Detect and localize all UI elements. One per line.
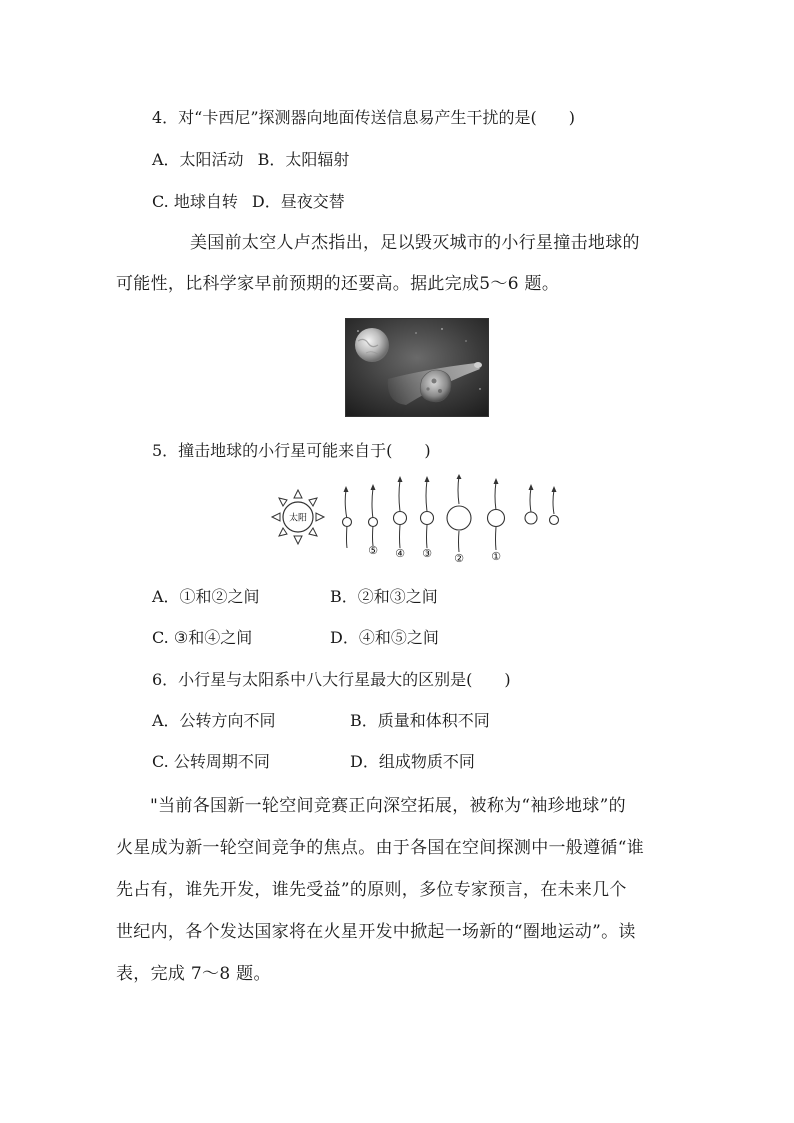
orbit-label-5: ⑤ bbox=[368, 544, 378, 557]
question-4-stem: 4．对“卡西尼”探测器向地面传送信息易产生干扰的是( ) bbox=[152, 108, 576, 127]
intro-paragraph-2-line-4: 世纪内，各个发达国家将在火星开发中掀起一场新的“圈地运动”。读 bbox=[116, 922, 636, 942]
intro-paragraph-2-line-3: 先占有，谁先开发，谁先受益”的原则，多位专家预言，在未来几个 bbox=[116, 880, 627, 900]
intro-paragraph-1-line-2: 可能性，比科学家早前预期的还要高。据此完成5～6 题。 bbox=[116, 274, 560, 294]
intro-paragraph-2-line-1: "当前各国新一轮空间竞赛正向深空拓展，被称为“袖珍地球”的 bbox=[150, 796, 626, 816]
orbit-label-4: ④ bbox=[395, 547, 405, 560]
intro-paragraph-2-line-2: 火星成为新一轮空间竞争的焦点。由于各国在空间探测中一般遵循“谁 bbox=[116, 838, 644, 858]
question-6-stem: 6．小行星与太阳系中八大行星最大的区别是( ) bbox=[152, 670, 511, 689]
planet-neptune bbox=[550, 516, 559, 525]
q5-option-c[interactable]: C. ③和④之间 bbox=[152, 628, 253, 647]
q6-option-b[interactable]: B．质量和体积不同 bbox=[350, 711, 490, 730]
q5-option-a[interactable]: A．①和②之间 bbox=[152, 587, 260, 606]
planet-uranus bbox=[525, 512, 537, 524]
planet-mars bbox=[421, 512, 434, 525]
q4-option-d[interactable]: D．昼夜交替 bbox=[251, 192, 345, 211]
q6-option-a[interactable]: A．公转方向不同 bbox=[152, 711, 276, 730]
question-6-options-row-2 bbox=[152, 752, 475, 772]
question-5-options-row-2 bbox=[152, 628, 439, 648]
question-4-options-row-1 bbox=[152, 150, 349, 170]
q6-option-c[interactable]: C. 公转周期不同 bbox=[152, 752, 270, 771]
solar-system-orbit-diagram bbox=[270, 474, 570, 570]
q5-option-b[interactable]: B．②和③之间 bbox=[330, 587, 438, 606]
asteroid-impact-image bbox=[345, 318, 489, 417]
intro-paragraph-1-line-1: 美国前太空人卢杰指出，足以毁灭城市的小行星撞击地球的 bbox=[190, 233, 640, 253]
sun-label: 太阳 bbox=[288, 513, 308, 524]
planet-mercury bbox=[343, 518, 352, 527]
orbit-label-1: ① bbox=[491, 550, 501, 563]
q6-option-d[interactable]: D．组成物质不同 bbox=[350, 752, 475, 771]
q4-option-b[interactable]: B．太阳辐射 bbox=[257, 150, 350, 169]
question-5-stem: 5．撞击地球的小行星可能来自于( ) bbox=[152, 441, 431, 460]
intro-paragraph-2-line-5: 表，完成 7～8 题。 bbox=[116, 964, 271, 984]
planet-jupiter bbox=[447, 506, 471, 530]
orbit-label-2: ② bbox=[454, 552, 464, 565]
question-4-options-row-2 bbox=[152, 192, 345, 212]
question-5-options-row-1 bbox=[152, 587, 438, 607]
q4-option-a[interactable]: A．太阳活动 bbox=[152, 150, 244, 169]
planet-earth bbox=[394, 512, 407, 525]
planet-venus bbox=[369, 518, 378, 527]
planet-saturn bbox=[488, 510, 505, 527]
q4-option-c[interactable]: C. 地球自转 bbox=[152, 192, 238, 211]
q5-option-d[interactable]: D．④和⑤之间 bbox=[330, 628, 439, 647]
orbit-label-3: ③ bbox=[422, 547, 432, 560]
question-6-options-row-1 bbox=[152, 711, 490, 731]
